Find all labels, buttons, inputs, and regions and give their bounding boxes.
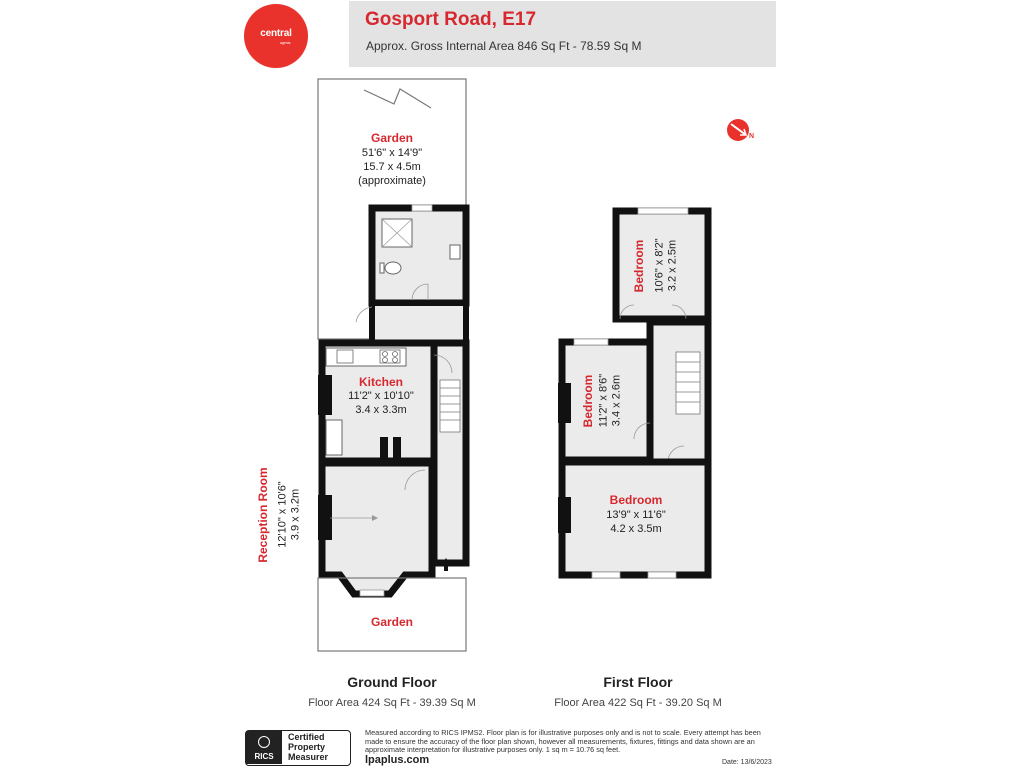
kitchen-dim-metric: 3.4 x 3.3m	[355, 404, 407, 416]
ground-stairs	[440, 380, 460, 432]
rics-word: RICS	[254, 752, 274, 761]
reception-chimney-breast	[318, 495, 332, 540]
kitchen-sink	[337, 350, 353, 363]
rear-bedroom-label: Bedroom	[632, 239, 646, 293]
logo-subtext: agents	[280, 41, 291, 45]
reception-dim-imperial: 12'10" x 10'6"	[276, 481, 289, 548]
front-bedroom-dim-imperial: 13'9" x 11'6"	[606, 509, 666, 521]
rear-bedroom-dim-metric: 3.2 x 2.5m	[666, 239, 679, 292]
gross-area: Approx. Gross Internal Area 846 Sq Ft - 78.59 Sq M	[366, 39, 642, 53]
cert-line-3: Measurer	[288, 752, 329, 762]
rear-bedroom-dim-imperial: 10'6" x 8'2"	[653, 238, 666, 293]
bay-window-centre	[360, 590, 384, 596]
reception-dim-metric: 3.9 x 3.2m	[289, 488, 302, 541]
kitchen-label: Kitchen	[358, 375, 403, 389]
rics-cert-text	[288, 732, 328, 762]
first-floor-title: First Floor	[603, 674, 673, 690]
front-bedroom-label: Bedroom	[609, 493, 663, 507]
bathroom-window	[412, 205, 432, 211]
website-link[interactable]: lpaplus.com	[365, 754, 430, 766]
rear-garden-dim-imperial: 51'6" x 14'9"	[361, 147, 423, 159]
front-bedroom-window-right	[648, 572, 676, 578]
first-floor-area: Floor Area 422 Sq Ft - 39.20 Sq M	[554, 697, 722, 709]
cert-line-1: Certified	[288, 732, 325, 742]
middle-bedroom-dim-metric: 3.4 x 2.6m	[610, 374, 623, 427]
front-garden-label: Garden	[370, 615, 413, 629]
rear-garden-note: (approximate)	[358, 175, 426, 187]
north-arrow-icon	[727, 119, 754, 141]
rics-emblem-icon	[258, 736, 270, 748]
toilet	[385, 262, 401, 274]
first-floor-stairs	[676, 352, 700, 414]
ground-floor-title: Ground Floor	[347, 674, 437, 690]
middle-bedroom-window	[574, 339, 608, 345]
basin	[450, 245, 460, 259]
middle-bedroom-label: Bedroom	[581, 374, 595, 428]
svg-text:N: N	[749, 133, 755, 140]
reception-room-label: Reception Room	[256, 467, 270, 563]
ground-floor-area: Floor Area 424 Sq Ft - 39.39 Sq M	[308, 697, 476, 709]
disclaimer-text: Measured according to RICS IPMS2. Floor plan is for illustrative purposes only and is not to scale. Every attempt has been made to ensure the accuracy of the floor plan shown, however all measurements, fixtures, fittings and data shown are an approximate interpretation for illustrative purposes only. 1 sq m = 10.76 sq feet.	[365, 728, 761, 754]
logo-text: central	[260, 28, 292, 39]
kitchen-dim-imperial: 11'2" x 10'10"	[348, 390, 414, 402]
property-title: Gosport Road, E17	[365, 9, 537, 30]
front-bedroom-window-left	[592, 572, 620, 578]
middle-bedroom-dim-imperial: 11'2" x 8'6"	[597, 373, 610, 428]
reception-room	[322, 463, 432, 594]
front-bedroom-dim-metric: 4.2 x 3.5m	[610, 523, 662, 535]
rear-bedroom-window	[638, 208, 688, 214]
ground-hallway	[434, 343, 466, 563]
rics-logo	[246, 731, 282, 764]
plan-date: Date: 13/6/2023	[722, 759, 772, 766]
rear-lobby-room	[372, 303, 466, 343]
rear-garden-dim-metric: 15.7 x 4.5m	[363, 161, 421, 173]
rear-garden-label: Garden	[370, 131, 413, 145]
cert-line-2: Property	[288, 742, 326, 752]
rics-certified-badge	[245, 730, 351, 766]
